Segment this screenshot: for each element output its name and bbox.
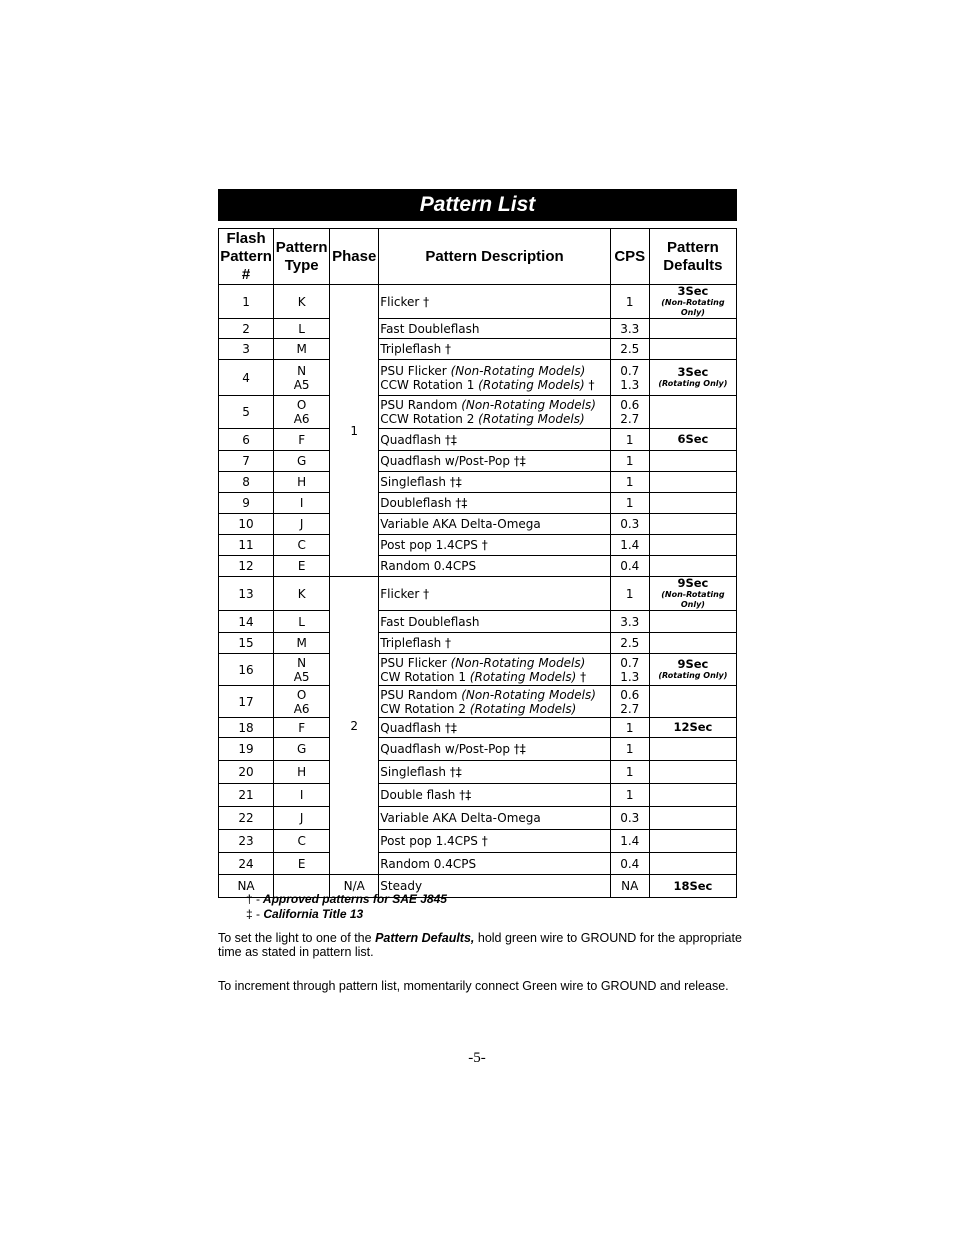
cps-value bbox=[610, 633, 649, 654]
cps-value bbox=[610, 451, 649, 472]
footnote-double-dagger: ‡ - California Title 13 bbox=[246, 907, 364, 921]
pattern-description bbox=[379, 285, 610, 319]
cps-line: 1 bbox=[625, 765, 634, 779]
pattern-default bbox=[649, 654, 736, 686]
pattern-type-code: F bbox=[298, 432, 306, 447]
pattern-default bbox=[649, 738, 736, 761]
pattern-type-code: H bbox=[297, 765, 307, 779]
pattern-description bbox=[379, 514, 610, 535]
table-row bbox=[219, 633, 737, 654]
description-line: Steady bbox=[380, 879, 423, 893]
cps-value bbox=[610, 514, 649, 535]
flash-pattern-number: 3 bbox=[219, 339, 274, 360]
cps-value bbox=[610, 429, 649, 451]
default-note: (Rotating Only) bbox=[658, 379, 728, 388]
cps-value bbox=[610, 472, 649, 493]
description-line: Flicker † bbox=[380, 586, 430, 601]
cps-value bbox=[610, 319, 649, 339]
cps-line: 0.7 bbox=[620, 363, 640, 378]
pattern-description bbox=[379, 493, 610, 514]
cps-value bbox=[610, 830, 649, 853]
table-header-row bbox=[219, 229, 737, 285]
table-row bbox=[219, 784, 737, 807]
pattern-type bbox=[274, 784, 330, 807]
pattern-type-code: N bbox=[297, 363, 307, 378]
pattern-description bbox=[379, 472, 610, 493]
pattern-type bbox=[274, 285, 330, 319]
pattern-description bbox=[379, 396, 610, 429]
cps-line: 0.6 bbox=[620, 687, 640, 702]
description-line: CCW Rotation 1 (Rotating Models) † bbox=[380, 377, 595, 392]
pattern-type bbox=[274, 686, 330, 718]
pattern-type-code: F bbox=[298, 720, 306, 735]
cps-value bbox=[610, 285, 649, 319]
cps-value bbox=[610, 339, 649, 360]
pattern-default bbox=[649, 514, 736, 535]
description-line: Double flash †‡ bbox=[380, 788, 472, 802]
cps-value bbox=[610, 761, 649, 784]
pattern-type-code: J bbox=[299, 517, 304, 531]
flash-pattern-number: 7 bbox=[219, 451, 274, 472]
pattern-type-code: N bbox=[297, 655, 307, 670]
description-line: Random 0.4CPS bbox=[380, 856, 477, 871]
pattern-type-code: C bbox=[297, 834, 306, 848]
pattern-type bbox=[274, 853, 330, 875]
flash-pattern-number: 22 bbox=[219, 807, 274, 830]
flash-pattern-number: 14 bbox=[219, 611, 274, 633]
header-flash-pattern: Flash Pattern # bbox=[220, 229, 272, 283]
flash-pattern-number: 21 bbox=[219, 784, 274, 807]
cps-value bbox=[610, 718, 649, 738]
pattern-default bbox=[649, 875, 736, 898]
cps-value bbox=[610, 654, 649, 686]
flash-pattern-number: 8 bbox=[219, 472, 274, 493]
pattern-description bbox=[379, 429, 610, 451]
default-note: (Non-Rotating Only) bbox=[661, 298, 725, 317]
pattern-default bbox=[649, 807, 736, 830]
pattern-default bbox=[649, 472, 736, 493]
cps-line: 1 bbox=[625, 496, 634, 510]
cps-value bbox=[610, 875, 649, 898]
cps-value bbox=[610, 556, 649, 577]
description-line: Doubleflash †‡ bbox=[380, 496, 468, 510]
table-row bbox=[219, 853, 737, 875]
description-line: Quadflash †‡ bbox=[380, 432, 457, 447]
pattern-type bbox=[274, 535, 330, 556]
pattern-description bbox=[379, 784, 610, 807]
flash-pattern-number: 19 bbox=[219, 738, 274, 761]
pattern-type-code: L bbox=[298, 614, 305, 629]
description-line: Quadflash †‡ bbox=[380, 720, 457, 735]
pattern-type-code: A5 bbox=[293, 377, 310, 392]
table-row bbox=[219, 577, 737, 611]
pattern-description bbox=[379, 556, 610, 577]
pattern-description bbox=[379, 686, 610, 718]
pattern-type-code: E bbox=[297, 856, 306, 871]
cps-line: 0.3 bbox=[620, 811, 640, 825]
pattern-description bbox=[379, 633, 610, 654]
description-line: Singleflash †‡ bbox=[380, 475, 462, 489]
flash-pattern-number: 17 bbox=[219, 686, 274, 718]
default-time: 12Sec bbox=[673, 720, 713, 734]
header-pattern-defaults: Pattern Defaults bbox=[649, 229, 736, 285]
table-row bbox=[219, 807, 737, 830]
default-note: (Non-Rotating Only) bbox=[661, 590, 725, 609]
flash-pattern-number: 1 bbox=[219, 285, 274, 319]
cps-value bbox=[610, 807, 649, 830]
pattern-default bbox=[649, 784, 736, 807]
pattern-description bbox=[379, 807, 610, 830]
table-row bbox=[219, 761, 737, 784]
pattern-type bbox=[274, 738, 330, 761]
cps-line: 0.3 bbox=[620, 517, 640, 531]
pattern-type-code: E bbox=[297, 559, 306, 573]
pattern-type-code: A5 bbox=[293, 669, 310, 684]
description-line: PSU Random (Non-Rotating Models) bbox=[380, 687, 596, 702]
cps-line: 2.5 bbox=[620, 636, 640, 650]
flash-pattern-number: 24 bbox=[219, 853, 274, 875]
pattern-description bbox=[379, 853, 610, 875]
flash-pattern-number: 13 bbox=[219, 577, 274, 611]
description-line: PSU Random (Non-Rotating Models) bbox=[380, 398, 596, 412]
description-line: Tripleflash † bbox=[380, 342, 452, 356]
table-row bbox=[219, 611, 737, 633]
table-row bbox=[219, 472, 737, 493]
description-line: PSU Flicker (Non-Rotating Models) bbox=[380, 363, 586, 378]
cps-value bbox=[610, 577, 649, 611]
flash-pattern-number: 15 bbox=[219, 633, 274, 654]
pattern-type-code: H bbox=[297, 475, 307, 489]
phase-cell: 2 bbox=[330, 577, 379, 875]
pattern-type bbox=[274, 396, 330, 429]
description-line: Quadflash w/Post-Pop †‡ bbox=[380, 454, 526, 468]
pattern-default bbox=[649, 429, 736, 451]
header-phase: Phase bbox=[330, 229, 379, 285]
table-row bbox=[219, 514, 737, 535]
pattern-type bbox=[274, 514, 330, 535]
pattern-type bbox=[274, 761, 330, 784]
cps-value bbox=[610, 611, 649, 633]
description-line: Post pop 1.4CPS † bbox=[380, 834, 488, 848]
table-row bbox=[219, 396, 737, 429]
flash-pattern-number: 5 bbox=[219, 396, 274, 429]
description-line: Fast Doubleflash bbox=[380, 321, 480, 336]
table-row bbox=[219, 319, 737, 339]
table-row bbox=[219, 339, 737, 360]
cps-line: 1 bbox=[625, 742, 634, 756]
pattern-default bbox=[649, 577, 736, 611]
description-line: Singleflash †‡ bbox=[380, 765, 462, 779]
flash-pattern-number: 6 bbox=[219, 429, 274, 451]
pattern-type bbox=[274, 360, 330, 396]
cps-value bbox=[610, 396, 649, 429]
description-line: CW Rotation 2 (Rotating Models) bbox=[380, 701, 577, 716]
page-number: -5- bbox=[468, 1050, 486, 1066]
table-row bbox=[219, 830, 737, 853]
cps-line: 1.4 bbox=[620, 834, 640, 848]
cps-line: 1 bbox=[625, 454, 634, 468]
pattern-description bbox=[379, 339, 610, 360]
pattern-default bbox=[649, 853, 736, 875]
increment-instructions: To increment through pattern list, momentarily connect Green wire to GROUND and release. bbox=[218, 979, 729, 993]
pattern-type bbox=[274, 633, 330, 654]
table-row bbox=[219, 360, 737, 396]
table-row bbox=[219, 285, 737, 319]
pattern-default bbox=[649, 761, 736, 784]
cps-line: 3.3 bbox=[620, 614, 640, 629]
pattern-description bbox=[379, 761, 610, 784]
pattern-default bbox=[649, 285, 736, 319]
cps-line: 1 bbox=[625, 720, 634, 735]
pattern-type-code: I bbox=[299, 496, 304, 510]
pattern-type-code: A6 bbox=[293, 701, 310, 716]
table-row bbox=[219, 493, 737, 514]
pattern-default bbox=[649, 686, 736, 718]
pattern-type bbox=[274, 451, 330, 472]
pattern-default bbox=[649, 493, 736, 514]
flash-pattern-number: 9 bbox=[219, 493, 274, 514]
pattern-description bbox=[379, 738, 610, 761]
default-time: 3Sec bbox=[677, 284, 709, 298]
pattern-default bbox=[649, 535, 736, 556]
pattern-type-code: M bbox=[296, 636, 307, 650]
pattern-default bbox=[649, 451, 736, 472]
flash-pattern-number: 4 bbox=[219, 360, 274, 396]
pattern-description bbox=[379, 611, 610, 633]
cps-line: 3.3 bbox=[620, 321, 640, 336]
description-line: Random 0.4CPS bbox=[380, 559, 477, 573]
cps-value bbox=[610, 784, 649, 807]
table-row bbox=[219, 738, 737, 761]
cps-value bbox=[610, 493, 649, 514]
cps-value bbox=[610, 686, 649, 718]
cps-line: NA bbox=[621, 879, 639, 893]
pattern-type bbox=[274, 493, 330, 514]
table-row bbox=[219, 535, 737, 556]
cps-line: 1 bbox=[625, 586, 634, 601]
cps-line: 1.4 bbox=[620, 538, 640, 552]
pattern-type bbox=[274, 830, 330, 853]
description-line: Tripleflash † bbox=[380, 636, 452, 650]
cps-line: 0.4 bbox=[620, 559, 640, 573]
pattern-default bbox=[649, 319, 736, 339]
description-line: CW Rotation 1 (Rotating Models) † bbox=[380, 669, 587, 684]
description-line: Fast Doubleflash bbox=[380, 614, 480, 629]
pattern-type-code: O bbox=[296, 398, 307, 412]
pattern-type-code: J bbox=[299, 811, 304, 825]
pattern-type-code: M bbox=[296, 342, 307, 356]
default-time: 18Sec bbox=[673, 878, 713, 893]
cps-line: 1.3 bbox=[620, 669, 640, 684]
pattern-type-code: K bbox=[297, 586, 306, 601]
pattern-type bbox=[274, 807, 330, 830]
default-note: (Rotating Only) bbox=[658, 671, 728, 680]
pattern-type bbox=[274, 339, 330, 360]
pattern-default bbox=[649, 830, 736, 853]
default-time: 9Sec bbox=[677, 657, 709, 671]
description-line: Quadflash w/Post-Pop †‡ bbox=[380, 742, 526, 756]
pattern-default bbox=[649, 718, 736, 738]
pattern-defaults-instructions: To set the light to one of the Pattern Defaults, hold green wire to GROUND for the appropriate time as stated in pattern list. bbox=[218, 931, 742, 959]
flash-pattern-number: 18 bbox=[219, 718, 274, 738]
flash-pattern-number: 16 bbox=[219, 654, 274, 686]
pattern-default bbox=[649, 396, 736, 429]
pattern-default bbox=[649, 339, 736, 360]
cps-line: 1 bbox=[625, 475, 634, 489]
pattern-default bbox=[649, 633, 736, 654]
cps-line: 0.4 bbox=[620, 856, 640, 871]
header-pattern-type: Pattern Type bbox=[274, 229, 330, 285]
flash-pattern-number: 23 bbox=[219, 830, 274, 853]
description-line: CCW Rotation 2 (Rotating Models) bbox=[380, 412, 585, 426]
default-time: 3Sec bbox=[677, 365, 709, 379]
pattern-type-code: G bbox=[296, 454, 307, 468]
cps-value bbox=[610, 853, 649, 875]
table-row bbox=[219, 718, 737, 738]
pattern-description bbox=[379, 577, 610, 611]
cps-value bbox=[610, 360, 649, 396]
cps-line: 1 bbox=[625, 788, 634, 802]
pattern-default bbox=[649, 556, 736, 577]
cps-line: 1.3 bbox=[620, 377, 640, 392]
pattern-description bbox=[379, 535, 610, 556]
pattern-default bbox=[649, 360, 736, 396]
pattern-description bbox=[379, 451, 610, 472]
description-line: Variable AKA Delta-Omega bbox=[380, 517, 541, 531]
table-row bbox=[219, 556, 737, 577]
flash-pattern-number: NA bbox=[219, 875, 274, 898]
header-cps: CPS bbox=[610, 229, 649, 285]
cps-line: 0.6 bbox=[620, 398, 640, 412]
flash-pattern-number: 2 bbox=[219, 319, 274, 339]
footnote-dagger: † - Approved patterns for SAE J845 bbox=[246, 892, 447, 906]
phase-cell: N/A bbox=[330, 875, 379, 898]
flash-pattern-number: 11 bbox=[219, 535, 274, 556]
cps-line: 2.7 bbox=[620, 701, 640, 716]
cps-value bbox=[610, 738, 649, 761]
pattern-description bbox=[379, 360, 610, 396]
pattern-type bbox=[274, 429, 330, 451]
table-row bbox=[219, 686, 737, 718]
pattern-type bbox=[274, 472, 330, 493]
pattern-type-code: G bbox=[296, 742, 307, 756]
pattern-description bbox=[379, 718, 610, 738]
cps-line: 2.7 bbox=[620, 412, 640, 426]
description-line: Variable AKA Delta-Omega bbox=[380, 811, 541, 825]
pattern-type bbox=[274, 611, 330, 633]
flash-pattern-number: 10 bbox=[219, 514, 274, 535]
cps-line: 0.7 bbox=[620, 655, 640, 670]
description-line: Flicker † bbox=[380, 294, 430, 309]
pattern-type-code: K bbox=[297, 294, 306, 309]
pattern-table bbox=[218, 228, 737, 898]
pattern-type bbox=[274, 577, 330, 611]
description-line: PSU Flicker (Non-Rotating Models) bbox=[380, 655, 586, 670]
table-row bbox=[219, 654, 737, 686]
phase-cell: 1 bbox=[330, 285, 379, 577]
page-title: Pattern List bbox=[218, 189, 737, 221]
pattern-type-code: O bbox=[296, 687, 307, 702]
pattern-type-code: I bbox=[299, 788, 304, 802]
description-line: Post pop 1.4CPS † bbox=[380, 538, 488, 552]
flash-pattern-number: 20 bbox=[219, 761, 274, 784]
pattern-type bbox=[274, 556, 330, 577]
default-time: 6Sec bbox=[677, 432, 709, 446]
cps-line: 1 bbox=[625, 432, 634, 447]
pattern-type bbox=[274, 718, 330, 738]
footnotes bbox=[246, 892, 447, 922]
cps-line: 1 bbox=[625, 294, 634, 309]
pattern-default bbox=[649, 611, 736, 633]
pattern-description bbox=[379, 830, 610, 853]
cps-line: 2.5 bbox=[620, 342, 640, 356]
pattern-description bbox=[379, 319, 610, 339]
pattern-description bbox=[379, 654, 610, 686]
flash-pattern-number: 12 bbox=[219, 556, 274, 577]
pattern-type-code: A6 bbox=[293, 412, 310, 426]
pattern-type-code: C bbox=[297, 538, 306, 552]
table-row bbox=[219, 451, 737, 472]
default-time: 9Sec bbox=[677, 576, 709, 590]
table-row bbox=[219, 429, 737, 451]
pattern-type-code: L bbox=[298, 321, 305, 336]
pattern-type bbox=[274, 654, 330, 686]
header-pattern-description: Pattern Description bbox=[379, 229, 610, 285]
pattern-type bbox=[274, 319, 330, 339]
cps-value bbox=[610, 535, 649, 556]
